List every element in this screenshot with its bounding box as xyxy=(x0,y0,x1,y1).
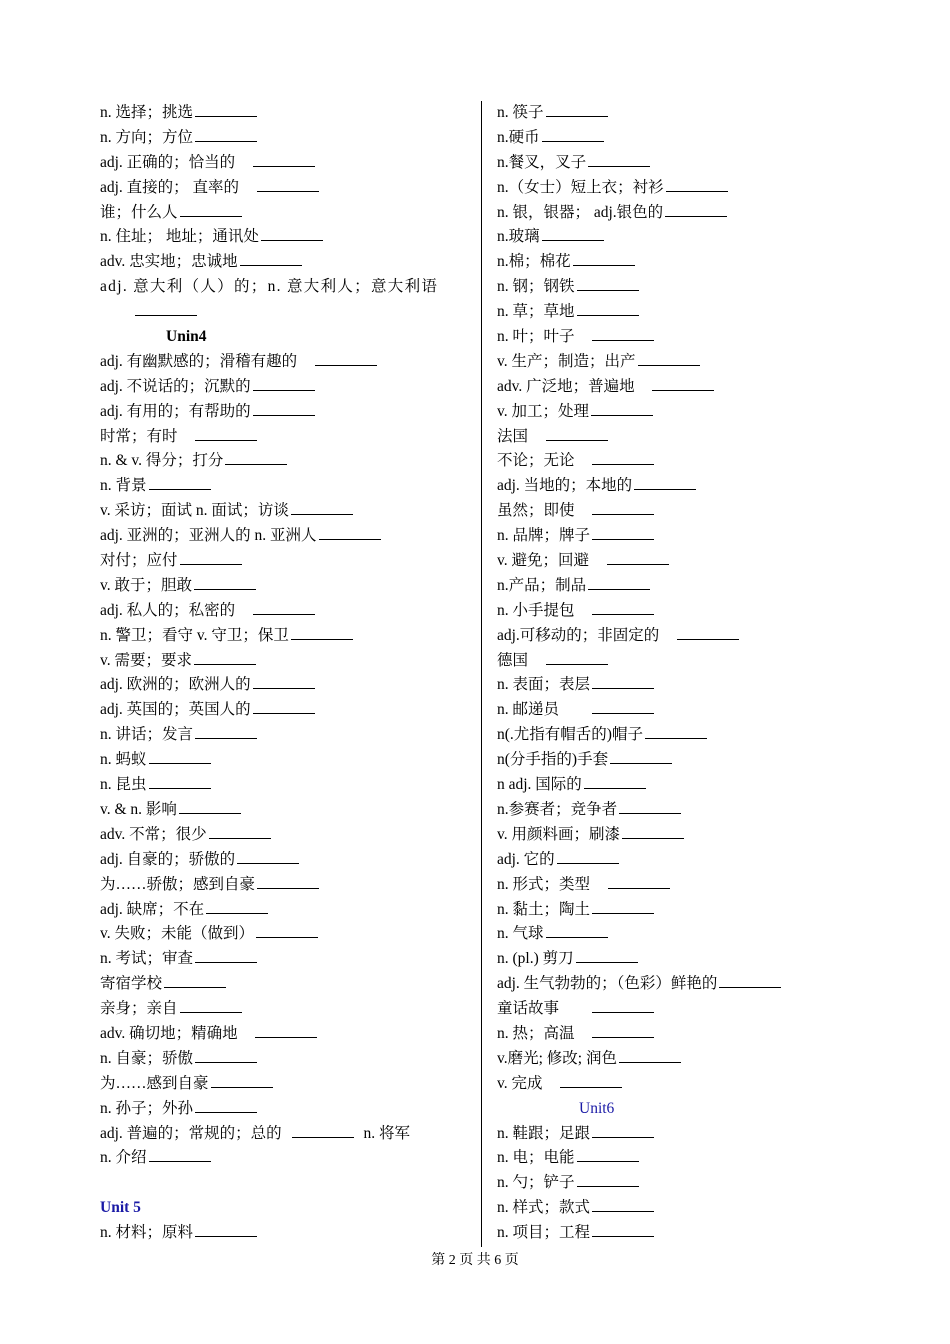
answer-blank[interactable] xyxy=(592,1123,654,1138)
answer-blank[interactable] xyxy=(546,102,608,117)
vocab-entry xyxy=(100,698,470,723)
answer-blank[interactable] xyxy=(253,600,315,615)
entry-text: adj.可移动的；非固定的 xyxy=(497,626,675,644)
answer-blank[interactable] xyxy=(542,127,604,142)
answer-blank[interactable] xyxy=(577,1172,639,1187)
answer-blank[interactable] xyxy=(257,177,319,192)
entry-text: n(分手指的)手套 xyxy=(497,751,609,769)
vocab-entry xyxy=(100,1122,470,1147)
answer-blank[interactable] xyxy=(257,874,319,889)
answer-blank[interactable] xyxy=(592,500,654,515)
unit4-heading: Unin4 xyxy=(166,328,207,346)
entry-text: 谁；什么人 xyxy=(100,203,178,221)
vocab-entry xyxy=(497,201,827,226)
entry-text: 虽然；即使 xyxy=(497,502,591,520)
answer-blank[interactable] xyxy=(677,625,739,640)
answer-blank[interactable] xyxy=(209,824,271,839)
answer-blank[interactable] xyxy=(592,674,654,689)
entry-text: 时常；有时 xyxy=(100,427,194,445)
answer-blank[interactable] xyxy=(592,450,654,465)
entry-text: n. 气球 xyxy=(497,925,544,943)
vocab-entry xyxy=(100,624,470,649)
vocab-entry xyxy=(497,425,827,450)
answer-blank[interactable] xyxy=(195,102,257,117)
entry-text: n. 孙子；外孙 xyxy=(100,1099,194,1117)
entry-text: n. 钢；钢铁 xyxy=(497,278,575,296)
entry-text: n. 选择；挑选 xyxy=(100,104,194,121)
entry-text: adj. 直接的； 直率的 xyxy=(100,178,255,196)
answer-blank[interactable] xyxy=(180,202,242,217)
entry-text: n. 电；电能 xyxy=(497,1149,575,1167)
entry-text: n. & v. 得分；打分 xyxy=(100,452,224,470)
entry-text: 寄宿学校 xyxy=(100,975,163,993)
answer-blank[interactable] xyxy=(576,948,638,963)
vocab-entry xyxy=(100,649,470,674)
vocab-entry xyxy=(100,400,470,425)
answer-blank[interactable] xyxy=(719,973,781,988)
answer-blank[interactable] xyxy=(180,550,242,565)
answer-blank[interactable] xyxy=(195,948,257,963)
answer-blank[interactable] xyxy=(546,650,608,665)
entry-text: adv. 忠实地；忠诚地 xyxy=(100,253,238,271)
answer-blank[interactable] xyxy=(149,774,211,789)
answer-blank[interactable] xyxy=(253,401,315,416)
vocab-entry xyxy=(100,773,470,798)
entry-text: n. 邮递员 xyxy=(497,701,591,719)
entry-text: 为……骄傲；感到自豪 xyxy=(100,875,256,893)
answer-blank[interactable] xyxy=(577,301,639,316)
vocab-entry-continuation xyxy=(100,300,470,325)
answer-blank[interactable] xyxy=(622,824,684,839)
vocab-entry xyxy=(497,325,827,350)
entry-text: v.磨光; 修改; 润色 xyxy=(497,1049,617,1067)
answer-blank[interactable] xyxy=(253,376,315,391)
entry-text: n. 项目；工程 xyxy=(497,1224,591,1242)
vocab-entry xyxy=(497,698,827,723)
entry-text: n. 草；草地 xyxy=(497,303,575,321)
vocab-entry xyxy=(100,350,470,375)
entry-text: n. 自豪；骄傲 xyxy=(100,1049,194,1067)
vocab-entry xyxy=(497,773,827,798)
vocab-entry xyxy=(497,922,827,947)
vocab-entry xyxy=(497,275,827,300)
vocab-entry xyxy=(497,823,827,848)
answer-blank[interactable] xyxy=(591,401,653,416)
entry-text: n.（女士）短上衣；衬衫 xyxy=(497,178,664,196)
entry-text: adj. 不说话的；沉默的 xyxy=(100,377,251,395)
vocab-entry xyxy=(100,474,470,499)
entry-text: adj. 缺席；不在 xyxy=(100,900,205,918)
entry-text: n(.尤指有帽舌的)帽子 xyxy=(497,726,643,744)
vocab-entry xyxy=(497,997,827,1022)
answer-blank[interactable] xyxy=(557,849,619,864)
entry-text: n.产品；制品 xyxy=(497,576,587,594)
entry-text: adj. 生气勃勃的；（色彩）鲜艳的 xyxy=(497,975,718,993)
column-divider xyxy=(481,101,482,1247)
answer-blank[interactable] xyxy=(592,998,654,1013)
answer-blank[interactable] xyxy=(206,899,268,914)
entry-text: adj. 它的 xyxy=(497,850,555,868)
vocab-entry xyxy=(100,1072,470,1097)
answer-blank[interactable] xyxy=(256,923,318,938)
entry-text: n. 住址； 地址；通讯处 xyxy=(100,228,259,246)
vocab-entry xyxy=(100,972,470,997)
vocab-entry xyxy=(100,499,470,524)
vocab-entry xyxy=(497,1196,827,1221)
entry-text: n. 表面；表层 xyxy=(497,676,591,694)
answer-blank[interactable] xyxy=(315,351,377,366)
vocab-entry xyxy=(497,723,827,748)
vocab-entry xyxy=(497,748,827,773)
vocab-entry xyxy=(497,1072,827,1097)
entry-text: v. 敢于；胆敢 xyxy=(100,576,192,594)
entry-text: adj. 意大利（人）的；n. 意大利人；意大利语 xyxy=(100,278,439,296)
answer-blank[interactable] xyxy=(149,475,211,490)
answer-blank[interactable] xyxy=(645,724,707,739)
answer-blank[interactable] xyxy=(195,1048,257,1063)
vocab-entry xyxy=(497,898,827,923)
vocab-entry xyxy=(497,524,827,549)
answer-blank[interactable] xyxy=(180,998,242,1013)
entry-text: 亲身；亲自 xyxy=(100,1000,178,1018)
vocab-entry xyxy=(100,449,470,474)
entry-text: n. 小手提包 xyxy=(497,601,591,619)
answer-blank[interactable] xyxy=(619,799,681,814)
vocab-entry xyxy=(100,873,470,898)
answer-blank[interactable] xyxy=(253,674,315,689)
answer-blank[interactable] xyxy=(291,500,353,515)
entry-text: v. 失败；未能（做到） xyxy=(100,925,254,943)
entry-text: adv. 不常；很少 xyxy=(100,825,207,843)
vocab-entry xyxy=(100,1221,470,1246)
vocab-entry xyxy=(497,1022,827,1047)
entry-text: v. & n. 影响 xyxy=(100,800,177,818)
answer-blank[interactable] xyxy=(577,1147,639,1162)
answer-blank[interactable] xyxy=(292,1123,354,1138)
vocab-entry xyxy=(100,1047,470,1072)
vocab-entry xyxy=(100,574,470,599)
entry-text: n. 警卫；看守 v. 守卫；保卫 xyxy=(100,626,289,644)
answer-blank[interactable] xyxy=(253,699,315,714)
vocab-entry xyxy=(497,225,827,250)
vocab-entry xyxy=(497,126,827,151)
answer-blank[interactable] xyxy=(179,799,241,814)
entry-text: n.玻璃 xyxy=(497,228,540,246)
answer-blank[interactable] xyxy=(592,899,654,914)
vocab-entry xyxy=(100,1022,470,1047)
vocab-entry xyxy=(497,300,827,325)
vocab-entry xyxy=(497,574,827,599)
vocab-entry xyxy=(497,474,827,499)
answer-blank[interactable] xyxy=(560,1073,622,1088)
answer-blank[interactable] xyxy=(261,226,323,241)
answer-blank[interactable] xyxy=(592,1023,654,1038)
vocab-entry xyxy=(100,673,470,698)
vocab-entry xyxy=(497,449,827,474)
vocab-entry xyxy=(100,126,470,151)
entry-text: v. 避免；回避 xyxy=(497,552,605,570)
answer-blank[interactable] xyxy=(195,1222,257,1237)
answer-blank[interactable] xyxy=(577,276,639,291)
vocab-entry xyxy=(100,425,470,450)
entry-text: n.餐叉，叉子 xyxy=(497,153,587,171)
answer-blank[interactable] xyxy=(666,177,728,192)
answer-blank[interactable] xyxy=(195,1098,257,1113)
vocab-entry xyxy=(100,1097,470,1122)
vocab-entry xyxy=(100,250,470,275)
vocab-entry xyxy=(100,798,470,823)
vocab-entry xyxy=(497,151,827,176)
answer-blank[interactable] xyxy=(164,973,226,988)
answer-blank[interactable] xyxy=(588,575,650,590)
vocab-entry xyxy=(497,1047,827,1072)
answer-blank[interactable] xyxy=(592,326,654,341)
answer-blank[interactable] xyxy=(194,650,256,665)
entry-text: 德国 xyxy=(497,651,544,669)
entry-text: n.参赛者；竞争者 xyxy=(497,800,618,818)
vocab-entry xyxy=(497,972,827,997)
answer-blank[interactable] xyxy=(546,923,608,938)
vocab-entry xyxy=(100,997,470,1022)
vocab-entry xyxy=(497,599,827,624)
answer-blank[interactable] xyxy=(665,202,727,217)
vocab-entry xyxy=(100,723,470,748)
entry-text: n. 昆虫 xyxy=(100,776,147,794)
vocab-entry xyxy=(100,848,470,873)
answer-blank[interactable] xyxy=(638,351,700,366)
answer-blank[interactable] xyxy=(546,426,608,441)
vocab-entry xyxy=(497,873,827,898)
vocab-entry xyxy=(497,798,827,823)
entry-text: 对付；应付 xyxy=(100,552,178,570)
vocab-entry xyxy=(100,549,470,574)
answer-blank[interactable] xyxy=(237,849,299,864)
answer-blank[interactable] xyxy=(652,376,714,391)
entry-text: v. 用颜料画；刷漆 xyxy=(497,825,620,843)
vocab-entry xyxy=(100,922,470,947)
answer-blank[interactable] xyxy=(634,475,696,490)
vocab-entry xyxy=(497,947,827,972)
entry-text: 法国 xyxy=(497,427,544,445)
vocab-entry xyxy=(497,250,827,275)
vocab-entry xyxy=(497,673,827,698)
answer-blank[interactable] xyxy=(584,774,646,789)
entry-text: n. 鞋跟；足跟 xyxy=(497,1124,591,1142)
answer-blank[interactable] xyxy=(592,1197,654,1212)
vocab-entry xyxy=(100,947,470,972)
vocab-entry xyxy=(497,624,827,649)
entry-text: n. 样式；款式 xyxy=(497,1199,591,1217)
answer-blank[interactable] xyxy=(542,226,604,241)
entry-text: adj. 普遍的；常规的；总的 xyxy=(100,1124,282,1142)
entry-text: n. 勺；铲子 xyxy=(497,1174,575,1192)
vocab-entry xyxy=(100,748,470,773)
entry-text: n. 将军 xyxy=(363,1124,410,1142)
entry-text: v. 完成 xyxy=(497,1074,558,1092)
entry-text: adj. 亚洲的；亚洲人的 n. 亚洲人 xyxy=(100,527,317,545)
entry-text: adj. 英国的；英国人的 xyxy=(100,701,251,719)
entry-text: adj. 有幽默感的；滑稽有趣的 xyxy=(100,352,313,370)
vocab-entry xyxy=(100,176,470,201)
vocab-entry xyxy=(497,1171,827,1196)
vocab-entry xyxy=(100,599,470,624)
entry-text: adj. 当地的；本地的 xyxy=(497,477,633,495)
entry-text: n. 背景 xyxy=(100,477,147,495)
vocab-entry xyxy=(100,225,470,250)
vocab-entry xyxy=(497,649,827,674)
entry-text: adv. 广泛地；普遍地 xyxy=(497,377,651,395)
entry-text: v. 加工；处理 xyxy=(497,402,589,420)
entry-text: n. (pl.) 剪刀 xyxy=(497,950,574,968)
answer-blank[interactable] xyxy=(588,152,650,167)
answer-blank[interactable] xyxy=(240,251,302,266)
answer-blank[interactable] xyxy=(253,152,315,167)
answer-blank[interactable] xyxy=(291,625,353,640)
answer-blank[interactable] xyxy=(319,525,381,540)
entry-text: n. 考试；审查 xyxy=(100,950,194,968)
entry-text: adj. 自豪的；骄傲的 xyxy=(100,850,236,868)
left-column xyxy=(100,101,470,1246)
entry-text: n. 筷子 xyxy=(497,104,544,121)
right-column xyxy=(497,101,827,1246)
answer-blank[interactable] xyxy=(592,1222,654,1237)
entry-text: n. 方向；方位 xyxy=(100,128,194,146)
entry-text: n. 讲话；发言 xyxy=(100,726,194,744)
page-footer: 第 2 页 共 6 页 xyxy=(431,1253,519,1268)
entry-text: v. 采访；面试 n. 面试；访谈 xyxy=(100,502,289,520)
answer-blank[interactable] xyxy=(195,724,257,739)
entry-text: n. 黏土；陶土 xyxy=(497,900,591,918)
vocab-entry xyxy=(100,201,470,226)
entry-text: adj. 正确的；恰当的 xyxy=(100,153,251,171)
entry-text: 不论；无论 xyxy=(497,452,591,470)
entry-text: v. 需要；要求 xyxy=(100,651,192,669)
answer-blank[interactable] xyxy=(211,1073,273,1088)
entry-text: n. 热；高温 xyxy=(497,1024,591,1042)
vocab-entry xyxy=(497,1122,827,1147)
entry-text: adj. 欧洲的；欧洲人的 xyxy=(100,676,251,694)
vocab-entry xyxy=(497,549,827,574)
entry-text: n.硬币 xyxy=(497,128,540,146)
answer-blank[interactable] xyxy=(194,575,256,590)
unit6-heading: Unit6 xyxy=(579,1099,615,1117)
vocab-entry xyxy=(497,101,827,126)
answer-blank[interactable] xyxy=(225,450,287,465)
entry-text: 为……感到自豪 xyxy=(100,1074,209,1092)
vocab-entry xyxy=(497,400,827,425)
answer-blank[interactable] xyxy=(195,127,257,142)
answer-blank[interactable] xyxy=(573,251,635,266)
vocab-entry xyxy=(100,151,470,176)
entry-text: adj. 有用的；有帮助的 xyxy=(100,402,251,420)
entry-text: v. 生产；制造；出产 xyxy=(497,352,636,370)
answer-blank[interactable] xyxy=(149,1147,211,1162)
answer-blank[interactable] xyxy=(592,600,654,615)
vocab-entry xyxy=(100,375,470,400)
unit5-heading: Unit 5 xyxy=(100,1199,141,1217)
entry-text: n. 材料；原料 xyxy=(100,1224,194,1242)
vocab-entry xyxy=(100,898,470,923)
vocab-entry xyxy=(100,1146,470,1171)
answer-blank[interactable] xyxy=(610,749,672,764)
vocab-entry xyxy=(100,275,470,300)
answer-blank[interactable] xyxy=(592,525,654,540)
answer-blank[interactable] xyxy=(255,1023,317,1038)
entry-text: n adj. 国际的 xyxy=(497,776,582,794)
vocab-entry xyxy=(497,499,827,524)
entry-text: adj. 私人的；私密的 xyxy=(100,601,251,619)
answer-blank[interactable] xyxy=(195,426,257,441)
vocab-entry xyxy=(497,176,827,201)
entry-text: n. 品牌；牌子 xyxy=(497,527,591,545)
vocab-entry xyxy=(100,101,470,126)
answer-blank[interactable] xyxy=(149,749,211,764)
answer-blank[interactable] xyxy=(607,550,669,565)
spacer xyxy=(100,1171,470,1196)
entry-text: n. 银，银器； adj.银色的 xyxy=(497,203,664,221)
entry-text: n. 蚂蚁 xyxy=(100,751,147,769)
vocab-entry xyxy=(497,350,827,375)
entry-text: 童话故事 xyxy=(497,1000,591,1018)
answer-blank[interactable] xyxy=(135,301,197,316)
vocab-entry xyxy=(497,1146,827,1171)
entry-text: n.棉；棉花 xyxy=(497,253,571,271)
entry-text: adv. 确切地；精确地 xyxy=(100,1024,254,1042)
entry-text: n. 叶；叶子 xyxy=(497,328,591,346)
answer-blank[interactable] xyxy=(592,699,654,714)
entry-text: n. 介绍 xyxy=(100,1149,147,1167)
vocab-entry xyxy=(497,375,827,400)
answer-blank[interactable] xyxy=(608,874,670,889)
vocab-entry xyxy=(497,1221,827,1246)
vocab-entry xyxy=(100,524,470,549)
answer-blank[interactable] xyxy=(619,1048,681,1063)
vocab-entry xyxy=(100,823,470,848)
entry-text: n. 形式；类型 xyxy=(497,875,606,893)
vocab-entry xyxy=(497,848,827,873)
